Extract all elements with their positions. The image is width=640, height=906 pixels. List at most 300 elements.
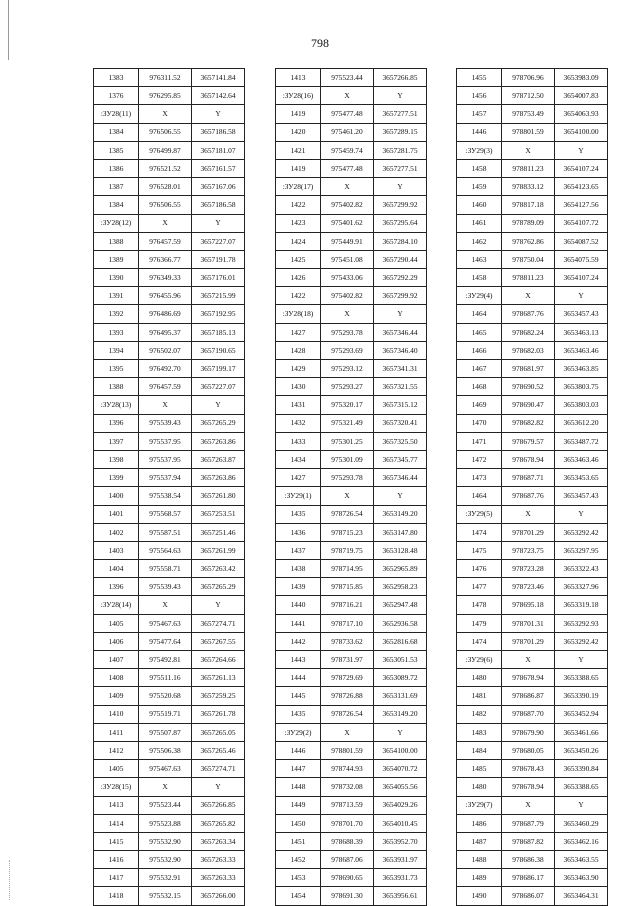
table-row	[457, 214, 608, 232]
x-coordinate-cell: 978726.88	[321, 687, 374, 705]
y-coordinate-cell: 3653612.20	[555, 414, 608, 432]
table-row	[276, 396, 427, 414]
parcel-label-cell: :ЗУ29(2)	[276, 723, 321, 741]
point-number-cell: 1443	[276, 651, 321, 669]
y-coordinate-cell: 3654107.24	[555, 269, 608, 287]
parcel-label-cell: :ЗУ28(12)	[94, 214, 139, 232]
y-coordinate-cell: 3653292.42	[555, 632, 608, 650]
parcel-label-cell: :ЗУ29(7)	[457, 796, 502, 814]
y-coordinate-cell: Y	[555, 141, 608, 159]
x-coordinate-cell: 978706.96	[502, 69, 555, 87]
table-row	[457, 378, 608, 396]
parcel-label-cell: :ЗУ28(18)	[276, 305, 321, 323]
point-number-cell: 1376	[94, 87, 139, 105]
x-coordinate-cell: 978753.49	[502, 105, 555, 123]
y-coordinate-cell: 3654123.65	[555, 178, 608, 196]
table-row	[94, 541, 245, 559]
section-header-row	[457, 651, 608, 669]
y-coordinate-cell: 3657315.12	[374, 396, 427, 414]
point-number-cell: 1482	[457, 705, 502, 723]
x-coordinate-cell: 978686.87	[502, 687, 555, 705]
x-coordinate-cell: 976528.01	[139, 178, 192, 196]
y-coordinate-cell: 3657263.87	[192, 450, 245, 468]
table-row	[457, 723, 608, 741]
x-coordinate-cell: X	[321, 487, 374, 505]
point-number-cell: 1407	[94, 651, 139, 669]
x-coordinate-cell: 976295.85	[139, 87, 192, 105]
table-row	[276, 105, 427, 123]
y-coordinate-cell: 3657265.05	[192, 723, 245, 741]
x-coordinate-cell: 975532.90	[139, 851, 192, 869]
x-coordinate-cell: 978750.04	[502, 250, 555, 268]
x-coordinate-cell: X	[139, 214, 192, 232]
y-coordinate-cell: 3654087.52	[555, 232, 608, 250]
x-coordinate-cell: X	[502, 651, 555, 669]
y-coordinate-cell: 3653388.65	[555, 778, 608, 796]
x-coordinate-cell: 975293.27	[321, 378, 374, 396]
y-coordinate-cell: 3653463.46	[555, 450, 608, 468]
x-coordinate-cell: 978680.05	[502, 741, 555, 759]
table-row	[94, 796, 245, 814]
x-coordinate-cell: 978701.29	[502, 523, 555, 541]
x-coordinate-cell: 978723.46	[502, 578, 555, 596]
table-row	[457, 814, 608, 832]
y-coordinate-cell: 3653983.09	[555, 69, 608, 87]
y-coordinate-cell: 3657199.17	[192, 360, 245, 378]
x-coordinate-cell: 978690.52	[502, 378, 555, 396]
table-row	[94, 760, 245, 778]
point-number-cell: 1457	[457, 105, 502, 123]
y-coordinate-cell: 3653297.95	[555, 541, 608, 559]
table-row	[276, 687, 427, 705]
y-coordinate-cell: Y	[192, 396, 245, 414]
x-coordinate-cell: 975401.62	[321, 214, 374, 232]
table-row	[94, 832, 245, 850]
y-coordinate-cell: 3657265.29	[192, 414, 245, 432]
point-number-cell: 1440	[276, 596, 321, 614]
y-coordinate-cell: 3652958.23	[374, 578, 427, 596]
y-coordinate-cell: 3657346.44	[374, 323, 427, 341]
y-coordinate-cell: 3654070.72	[374, 760, 427, 778]
x-coordinate-cell: 978679.57	[502, 432, 555, 450]
x-coordinate-cell: 975461.20	[321, 123, 374, 141]
x-coordinate-cell: 978682.03	[502, 341, 555, 359]
x-coordinate-cell: X	[321, 87, 374, 105]
parcel-label-cell: :ЗУ28(13)	[94, 396, 139, 414]
x-coordinate-cell: 978691.30	[321, 887, 374, 905]
x-coordinate-cell: 978688.39	[321, 832, 374, 850]
point-number-cell: 1408	[94, 669, 139, 687]
point-number-cell: 1398	[94, 450, 139, 468]
x-coordinate-cell: 978716.21	[321, 596, 374, 614]
point-number-cell: 1404	[94, 560, 139, 578]
y-coordinate-cell: 3657263.33	[192, 851, 245, 869]
table-row	[276, 196, 427, 214]
y-coordinate-cell: 3657346.40	[374, 341, 427, 359]
y-coordinate-cell: 3657346.44	[374, 469, 427, 487]
table-row	[276, 360, 427, 378]
table-row	[94, 505, 245, 523]
parcel-label-cell: :ЗУ29(3)	[457, 141, 502, 159]
point-number-cell: 1388	[94, 378, 139, 396]
x-coordinate-cell: 978726.54	[321, 505, 374, 523]
point-number-cell: 1460	[457, 196, 502, 214]
x-coordinate-cell: 978701.70	[321, 814, 374, 832]
point-number-cell: 1429	[276, 360, 321, 378]
table-row	[276, 596, 427, 614]
y-coordinate-cell: 3653931.97	[374, 851, 427, 869]
point-number-cell: 1433	[276, 432, 321, 450]
x-coordinate-cell: 976506.55	[139, 196, 192, 214]
y-coordinate-cell: 3657227.07	[192, 378, 245, 396]
x-coordinate-cell: 978701.29	[502, 632, 555, 650]
y-coordinate-cell: 3657266.85	[374, 69, 427, 87]
point-number-cell: 1384	[94, 123, 139, 141]
point-number-cell: 1426	[276, 269, 321, 287]
point-number-cell: 1473	[457, 469, 502, 487]
x-coordinate-cell: 978687.82	[502, 832, 555, 850]
x-coordinate-cell: X	[502, 141, 555, 159]
x-coordinate-cell: 976492.70	[139, 360, 192, 378]
y-coordinate-cell: 3657325.50	[374, 432, 427, 450]
section-header-row	[457, 141, 608, 159]
x-coordinate-cell: 975523.88	[139, 814, 192, 832]
y-coordinate-cell: 3657274.71	[192, 760, 245, 778]
y-coordinate-cell: 3657265.46	[192, 741, 245, 759]
x-coordinate-cell: X	[321, 178, 374, 196]
x-coordinate-cell: 978678.94	[502, 669, 555, 687]
y-coordinate-cell: 3657263.86	[192, 469, 245, 487]
table-row	[457, 760, 608, 778]
y-coordinate-cell: 3653388.65	[555, 669, 608, 687]
y-coordinate-cell: 3657186.58	[192, 123, 245, 141]
y-coordinate-cell: 3657263.33	[192, 869, 245, 887]
y-coordinate-cell: Y	[374, 487, 427, 505]
x-coordinate-cell: 975568.57	[139, 505, 192, 523]
point-number-cell: 1446	[457, 123, 502, 141]
x-coordinate-cell: 975433.06	[321, 269, 374, 287]
table-row	[94, 614, 245, 632]
y-coordinate-cell: 3653390.19	[555, 687, 608, 705]
point-number-cell: 1455	[457, 69, 502, 87]
x-coordinate-cell: 978687.76	[502, 487, 555, 505]
y-coordinate-cell: 3652936.58	[374, 614, 427, 632]
y-coordinate-cell: 3653463.13	[555, 323, 608, 341]
y-coordinate-cell: 3653463.90	[555, 869, 608, 887]
y-coordinate-cell: 3653292.42	[555, 523, 608, 541]
point-number-cell: 1383	[94, 69, 139, 87]
x-coordinate-cell: 975587.51	[139, 523, 192, 541]
table-row	[94, 196, 245, 214]
x-coordinate-cell: 978678.94	[502, 450, 555, 468]
point-number-cell: 1468	[457, 378, 502, 396]
table-row	[457, 123, 608, 141]
y-coordinate-cell: 3657265.82	[192, 814, 245, 832]
x-coordinate-cell: 978715.23	[321, 523, 374, 541]
y-coordinate-cell: 3653292.93	[555, 614, 608, 632]
x-coordinate-cell: 978690.47	[502, 396, 555, 414]
point-number-cell: 1462	[457, 232, 502, 250]
point-number-cell: 1399	[94, 469, 139, 487]
y-coordinate-cell: 3657292.29	[374, 269, 427, 287]
table-row	[276, 705, 427, 723]
table-row	[276, 214, 427, 232]
table-row	[94, 341, 245, 359]
point-number-cell: 1391	[94, 287, 139, 305]
y-coordinate-cell: 3657191.78	[192, 250, 245, 268]
y-coordinate-cell: 3652947.48	[374, 596, 427, 614]
table-row	[457, 614, 608, 632]
parcel-label-cell: :ЗУ29(1)	[276, 487, 321, 505]
section-header-row	[457, 796, 608, 814]
y-coordinate-cell: 3653803.03	[555, 396, 608, 414]
section-header-row	[276, 87, 427, 105]
table-row	[457, 396, 608, 414]
x-coordinate-cell: 978719.75	[321, 541, 374, 559]
section-header-row	[94, 778, 245, 796]
y-coordinate-cell: 3653390.84	[555, 760, 608, 778]
x-coordinate-cell: 975492.81	[139, 651, 192, 669]
y-coordinate-cell: 3653461.66	[555, 723, 608, 741]
table-row	[457, 360, 608, 378]
point-number-cell: 1427	[276, 323, 321, 341]
y-coordinate-cell: 3652816.68	[374, 632, 427, 650]
y-coordinate-cell: 3657227.07	[192, 232, 245, 250]
point-number-cell: 1435	[276, 705, 321, 723]
y-coordinate-cell: 3654107.72	[555, 214, 608, 232]
x-coordinate-cell: 978733.62	[321, 632, 374, 650]
table-row	[457, 414, 608, 432]
table-row	[94, 869, 245, 887]
table-row	[457, 523, 608, 541]
point-number-cell: 1393	[94, 323, 139, 341]
x-coordinate-cell: 978686.38	[502, 851, 555, 869]
y-coordinate-cell: 3657277.51	[374, 105, 427, 123]
table-row	[276, 341, 427, 359]
y-coordinate-cell: 3657261.80	[192, 487, 245, 505]
x-coordinate-cell: 976349.33	[139, 269, 192, 287]
y-coordinate-cell: 3653463.55	[555, 851, 608, 869]
point-number-cell: 1474	[457, 632, 502, 650]
table-row	[457, 887, 608, 905]
scan-margin-line	[8, 0, 9, 60]
y-coordinate-cell: Y	[374, 305, 427, 323]
table-row	[94, 250, 245, 268]
point-number-cell: 1464	[457, 305, 502, 323]
table-row	[94, 851, 245, 869]
y-coordinate-cell: 3657141.84	[192, 69, 245, 87]
point-number-cell: 1466	[457, 341, 502, 359]
table-row	[94, 560, 245, 578]
table-row	[94, 632, 245, 650]
point-number-cell: 1412	[94, 741, 139, 759]
table-row	[457, 578, 608, 596]
y-coordinate-cell: 3653051.53	[374, 651, 427, 669]
point-number-cell: 1465	[457, 323, 502, 341]
x-coordinate-cell: 975293.78	[321, 469, 374, 487]
y-coordinate-cell: 3657263.86	[192, 432, 245, 450]
coordinates-table-right	[456, 68, 608, 906]
table-row	[276, 123, 427, 141]
y-coordinate-cell: 3657251.46	[192, 523, 245, 541]
y-coordinate-cell: 3653319.18	[555, 596, 608, 614]
y-coordinate-cell: 3657259.25	[192, 687, 245, 705]
x-coordinate-cell: 978687.70	[502, 705, 555, 723]
y-coordinate-cell: 3653089.72	[374, 669, 427, 687]
point-number-cell: 1461	[457, 214, 502, 232]
x-coordinate-cell: X	[139, 396, 192, 414]
table-row	[94, 687, 245, 705]
x-coordinate-cell: 975301.09	[321, 450, 374, 468]
y-coordinate-cell: 3653952.70	[374, 832, 427, 850]
point-number-cell: 1475	[457, 541, 502, 559]
x-coordinate-cell: 975451.08	[321, 250, 374, 268]
y-coordinate-cell: 3657185.13	[192, 323, 245, 341]
point-number-cell: 1464	[457, 487, 502, 505]
point-number-cell: 1446	[276, 741, 321, 759]
x-coordinate-cell: 975539.43	[139, 578, 192, 596]
table-row	[276, 541, 427, 559]
table-row	[276, 614, 427, 632]
point-number-cell: 1423	[276, 214, 321, 232]
table-row	[276, 159, 427, 177]
x-coordinate-cell: 976457.59	[139, 232, 192, 250]
table-row	[94, 578, 245, 596]
x-coordinate-cell: 975564.63	[139, 541, 192, 559]
point-number-cell: 1438	[276, 560, 321, 578]
y-coordinate-cell: 3657176.01	[192, 269, 245, 287]
x-coordinate-cell: 976455.96	[139, 287, 192, 305]
point-number-cell: 1447	[276, 760, 321, 778]
table-row	[94, 323, 245, 341]
y-coordinate-cell: 3657289.15	[374, 123, 427, 141]
x-coordinate-cell: 978811.23	[502, 269, 555, 287]
y-coordinate-cell: Y	[192, 778, 245, 796]
x-coordinate-cell: 975537.95	[139, 432, 192, 450]
point-number-cell: 1386	[94, 159, 139, 177]
table-row	[276, 796, 427, 814]
x-coordinate-cell: 978686.17	[502, 869, 555, 887]
parcel-label-cell: :ЗУ28(11)	[94, 105, 139, 123]
table-row	[457, 869, 608, 887]
x-coordinate-cell: 975537.95	[139, 450, 192, 468]
point-number-cell: 1387	[94, 178, 139, 196]
point-number-cell: 1451	[276, 832, 321, 850]
x-coordinate-cell: 978712.50	[502, 87, 555, 105]
table-row	[276, 832, 427, 850]
y-coordinate-cell: 3652965.89	[374, 560, 427, 578]
x-coordinate-cell: 975301.25	[321, 432, 374, 450]
point-number-cell: 1384	[94, 196, 139, 214]
table-row	[457, 178, 608, 196]
point-number-cell: 1418	[94, 887, 139, 905]
point-number-cell: 1467	[457, 360, 502, 378]
table-row	[94, 178, 245, 196]
y-coordinate-cell: 3654055.56	[374, 778, 427, 796]
table-row	[457, 432, 608, 450]
y-coordinate-cell: Y	[555, 796, 608, 814]
coordinates-table-left	[93, 68, 245, 906]
point-number-cell: 1417	[94, 869, 139, 887]
x-coordinate-cell: 978726.54	[321, 705, 374, 723]
point-number-cell: 1489	[457, 869, 502, 887]
point-number-cell: 1463	[457, 250, 502, 268]
x-coordinate-cell: 975506.38	[139, 741, 192, 759]
table-row	[94, 651, 245, 669]
point-number-cell: 1471	[457, 432, 502, 450]
point-number-cell: 1396	[94, 578, 139, 596]
table-row	[94, 723, 245, 741]
table-row	[276, 378, 427, 396]
table-row	[457, 69, 608, 87]
table-row	[94, 432, 245, 450]
y-coordinate-cell: 3657253.51	[192, 505, 245, 523]
table-row	[276, 869, 427, 887]
y-coordinate-cell: 3657190.65	[192, 341, 245, 359]
x-coordinate-cell: 978715.85	[321, 578, 374, 596]
point-number-cell: 1397	[94, 432, 139, 450]
table-row	[94, 705, 245, 723]
x-coordinate-cell: 976502.07	[139, 341, 192, 359]
x-coordinate-cell: 976311.52	[139, 69, 192, 87]
table-row	[94, 523, 245, 541]
section-header-row	[94, 596, 245, 614]
y-coordinate-cell: 3657142.64	[192, 87, 245, 105]
point-number-cell: 1410	[94, 705, 139, 723]
x-coordinate-cell: 975519.71	[139, 705, 192, 723]
point-number-cell: 1485	[457, 760, 502, 778]
y-coordinate-cell: 3654127.56	[555, 196, 608, 214]
y-coordinate-cell: Y	[374, 178, 427, 196]
table-row	[457, 632, 608, 650]
table-row	[457, 450, 608, 468]
table-row	[276, 269, 427, 287]
table-row	[457, 250, 608, 268]
parcel-label-cell: :ЗУ29(5)	[457, 505, 502, 523]
point-number-cell: 1409	[94, 687, 139, 705]
table-row	[94, 87, 245, 105]
y-coordinate-cell: 3657181.07	[192, 141, 245, 159]
y-coordinate-cell: 3657320.41	[374, 414, 427, 432]
table-row	[94, 159, 245, 177]
x-coordinate-cell: 978732.08	[321, 778, 374, 796]
point-number-cell: 1477	[457, 578, 502, 596]
point-number-cell: 1425	[276, 250, 321, 268]
x-coordinate-cell: 975321.49	[321, 414, 374, 432]
table-row	[457, 105, 608, 123]
point-number-cell: 1415	[94, 832, 139, 850]
y-coordinate-cell: 3657161.57	[192, 159, 245, 177]
point-number-cell: 1406	[94, 632, 139, 650]
table-row	[457, 596, 608, 614]
table-row	[276, 523, 427, 541]
y-coordinate-cell: 3653149.20	[374, 505, 427, 523]
section-header-row	[276, 305, 427, 323]
point-number-cell: 1479	[457, 614, 502, 632]
y-coordinate-cell: 3654107.24	[555, 159, 608, 177]
parcel-label-cell: :ЗУ29(6)	[457, 651, 502, 669]
point-number-cell: 1431	[276, 396, 321, 414]
y-coordinate-cell: 3657167.06	[192, 178, 245, 196]
table-row	[276, 741, 427, 759]
coordinates-table-middle	[275, 68, 427, 906]
point-number-cell: 1488	[457, 851, 502, 869]
point-number-cell: 1436	[276, 523, 321, 541]
x-coordinate-cell: 976499.87	[139, 141, 192, 159]
x-coordinate-cell: 976366.77	[139, 250, 192, 268]
x-coordinate-cell: 978817.18	[502, 196, 555, 214]
point-number-cell: 1385	[94, 141, 139, 159]
